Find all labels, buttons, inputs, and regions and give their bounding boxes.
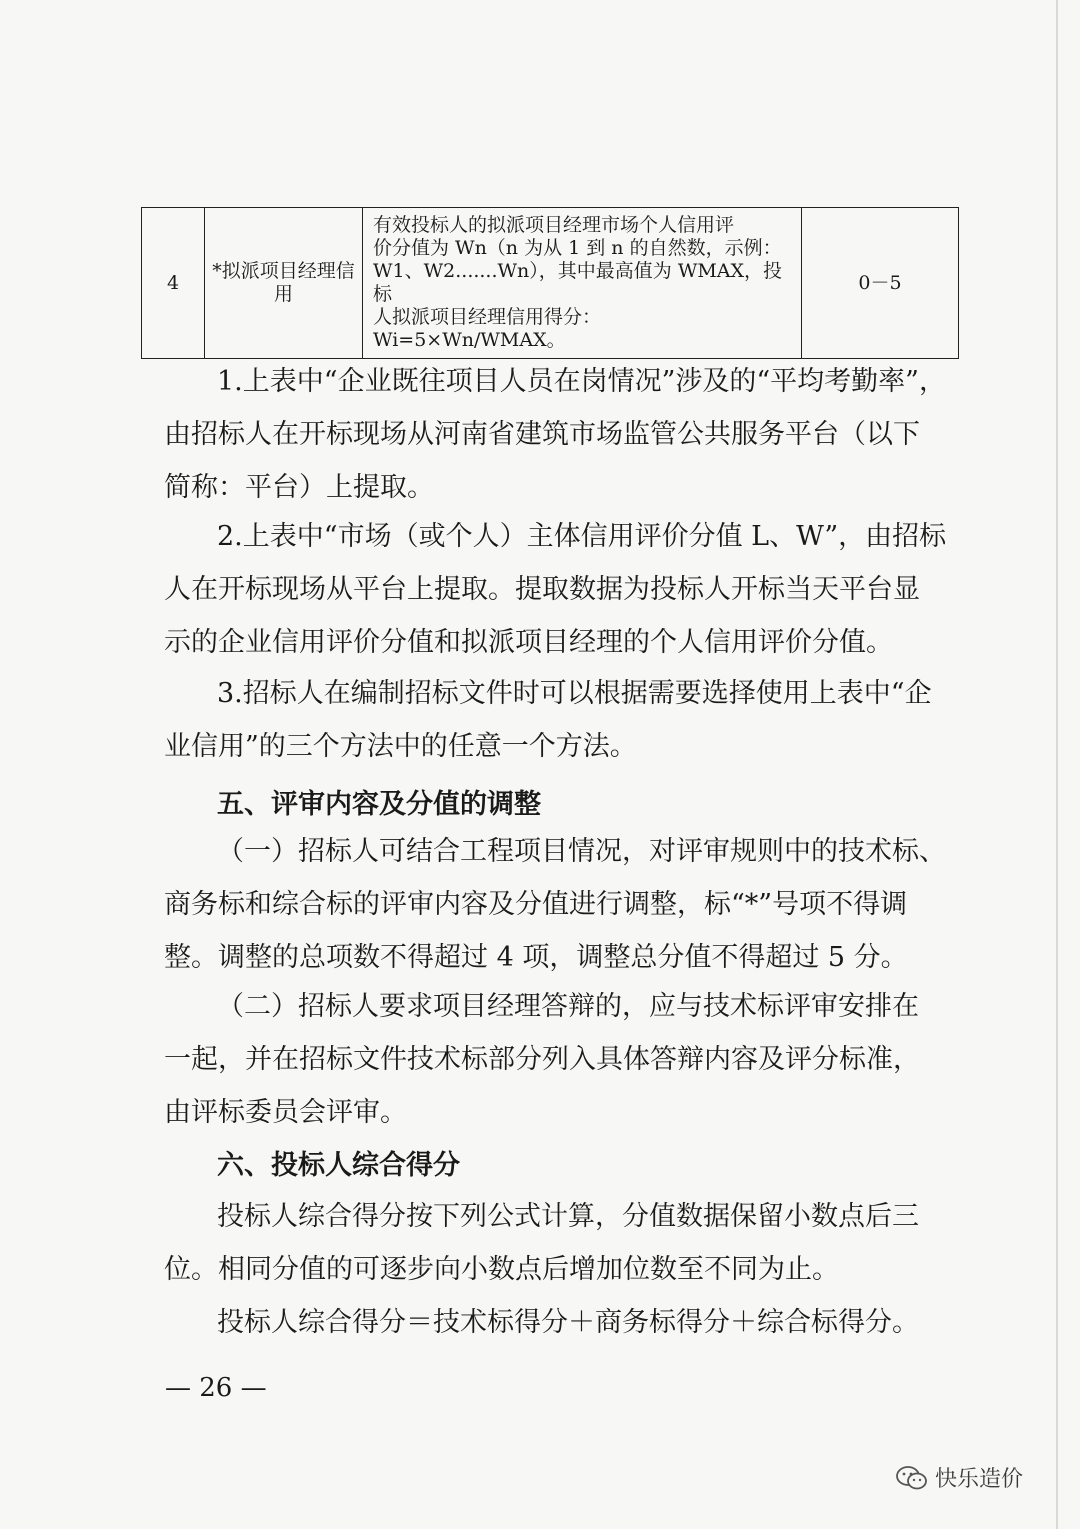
paragraph-line: 商务标和综合标的评审内容及分值进行调整，标“*”号项不得调: [164, 889, 908, 920]
section-6-heading: 六、投标人综合得分: [217, 1150, 460, 1181]
section-5-paragraph-2: [164, 980, 954, 1139]
note-1: [164, 355, 954, 514]
score-range-cell: 0－5: [802, 208, 959, 359]
note-line: 人在开标现场从平台上提取。提取数据为投标人开标当天平台显: [164, 574, 920, 605]
watermark: [895, 1462, 1023, 1493]
paragraph-line: （二）招标人要求项目经理答辩的，应与技术标评审安排在: [217, 991, 919, 1022]
criteria-line: W1、W2.......Wn），其中最高值为 WMAX，投标: [373, 260, 783, 305]
criteria-line: Wi=5×Wn/WMAX。: [373, 329, 566, 351]
table-row: [142, 208, 959, 359]
note-3: [164, 667, 954, 773]
section-5-heading: 五、评审内容及分值的调整: [217, 789, 541, 820]
item-name-cell: *拟派项目经理信用: [205, 208, 363, 359]
watermark-text: 快乐造价: [935, 1467, 1024, 1492]
criteria-line: 有效投标人的拟派项目经理市场个人信用评: [373, 214, 735, 236]
criteria-line: 价分值为 Wn（n 为从 1 到 n 的自然数，示例：: [373, 237, 782, 259]
wechat-icon: [895, 1465, 929, 1491]
note-line: 2.上表中“市场（或个人）主体信用评价分值 L、W”，由招标: [217, 521, 947, 552]
section-5-paragraph-1: [164, 825, 954, 984]
note-line: 示的企业信用评价分值和拟派项目经理的个人信用评价分值。: [164, 627, 893, 658]
paragraph-line: 位。相同分值的可逐步向小数点后增加位数至不同为止。: [164, 1254, 839, 1285]
page-number: — 26 —: [165, 1373, 267, 1403]
formula-line: 投标人综合得分＝技术标得分＋商务标得分＋综合标得分。: [217, 1307, 919, 1338]
note-2: [164, 510, 954, 669]
paragraph-line: 投标人综合得分按下列公式计算，分值数据保留小数点后三: [217, 1201, 919, 1232]
item-number-cell: 4: [142, 208, 205, 359]
paragraph-line: 整。调整的总项数不得超过 4 项，调整总分值不得超过 5 分。: [164, 942, 908, 973]
note-line: 3.招标人在编制招标文件时可以根据需要选择使用上表中“企: [217, 678, 932, 709]
note-line: 业信用”的三个方法中的任意一个方法。: [164, 731, 637, 762]
note-line: 由招标人在开标现场从河南省建筑市场监管公共服务平台（以下: [164, 419, 920, 450]
section-6-paragraph-1: [164, 1190, 954, 1296]
section-6-paragraph-2: [164, 1296, 954, 1349]
paragraph-line: （一）招标人可结合工程项目情况，对评审规则中的技术标、: [217, 836, 946, 867]
paragraph-line: 一起，并在招标文件技术标部分列入具体答辩内容及评分标准，: [164, 1044, 920, 1075]
note-line: 简称：平台）上提取。: [164, 472, 434, 503]
paragraph-line: 由评标委员会评审。: [164, 1097, 407, 1128]
scoring-table: [141, 207, 959, 359]
page-edge: [1056, 0, 1058, 1529]
criteria-line: 人拟派项目经理信用得分：: [373, 306, 602, 328]
criteria-cell: [363, 208, 802, 359]
note-line: 1.上表中“企业既往项目人员在岗情况”涉及的“平均考勤率”，: [217, 366, 946, 397]
